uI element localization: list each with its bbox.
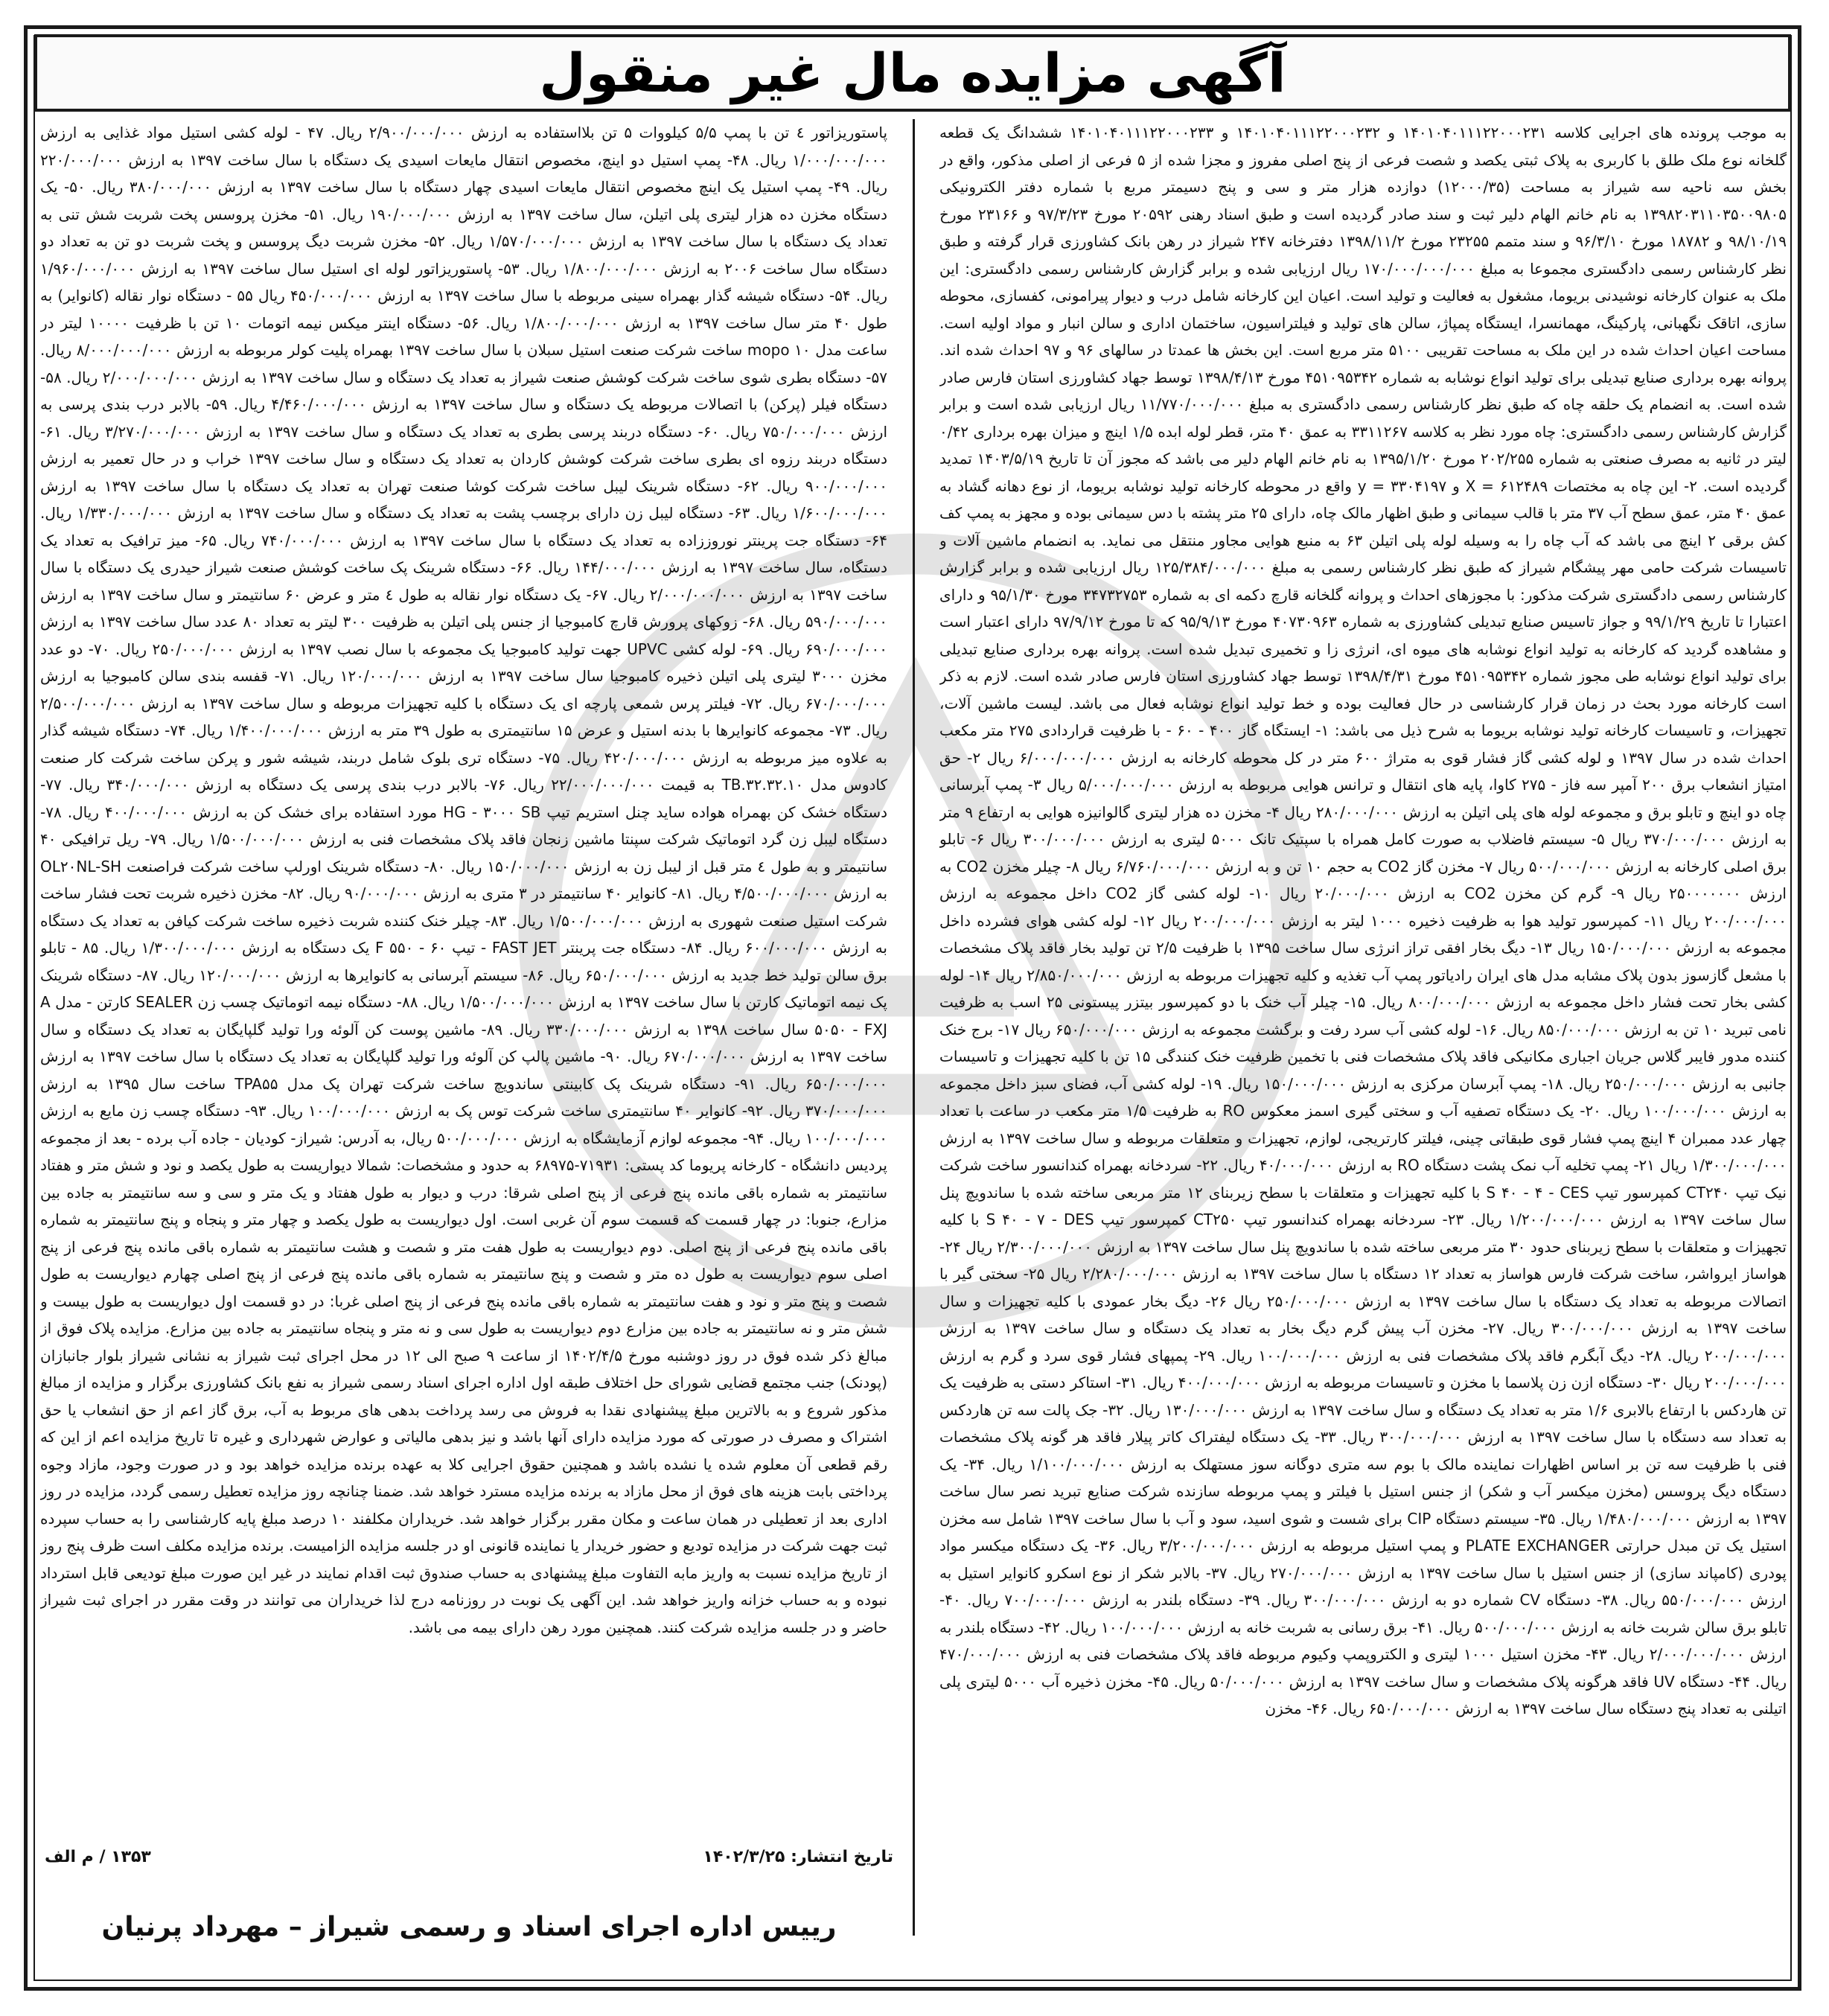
publish-date: تاریخ انتشار: ۱۴۰۲/۳/۲۵ [703, 1847, 893, 1866]
signature-line: رییس اداره اجرای اسناد و رسمی شیراز – مهرداد پرنیان [101, 1911, 837, 1942]
reference-number: ۱۳۵۳ / م الف [45, 1847, 151, 1866]
notice-title: آگهی مزایده مال غیر منقول [539, 42, 1286, 104]
title-box [34, 34, 1791, 112]
notice-columns [40, 119, 1787, 1831]
left-column-text: پاستوریزاتور ٤ تن با پمپ ۵/۵ کیلووات ۵ تن بلااستفاده به ارزش ۲/۹۰۰/۰۰۰/۰۰۰ ریال. ۴۷ - لوله کشی استیل مواد غذایی به ارزش ۱/۰۰۰/۰۰۰/۰۰۰ ریال. ۴۸- پمپ استیل دو اینچ، مخصوص انتقال مایعات اسیدی یک دستگاه با سال ساخت ۱۳۹۷ به ارزش ۲۲۰/۰۰۰/۰۰۰ ریال. ۴۹- پمپ استیل یک اینچ مخصوص انتقال مایعات اسیدی چهار دستگاه با سال ساخت ۱۳۹۷ به ارزش ۳۸۰/۰۰۰/۰۰۰ ریال. ۵۰- یک دستگاه مخزن ده هزار لیتری پلی اتیلن، سال ساخت ۱۳۹۷ به ارزش ۱۹۰/۰۰۰/۰۰۰ ریال. ۵۱- مخزن پروسس پخت شربت شش تنی به تعداد یک دستگاه با سال ساخت ۱۳۹۷ به ارزش ۱/۵۷۰/۰۰۰/۰۰۰ ریال. ۵۲- مخزن شربت دیگ پروسس و پخت شربت دو تن به تعداد دو دستگاه سال ساخت ۲۰۰۶ به ارزش ۱/۸۰۰/۰۰۰/۰۰۰ ریال. ۵۳- پاستوریزاتور لوله ای استیل سال ساخت ۱۳۹۷ به ارزش ۱/۹۶۰/۰۰۰/۰۰۰ ریال. ۵۴- دستگاه شیشه گذار بهمراه سینی مربوطه با سال ساخت ۱۳۹۷ به ارزش ۴۵۰/۰۰۰/۰۰۰ ریال ۵۵ - دستگاه نوار نقاله (کانوایر) به طول ۴۰ متر سال ساخت ۱۳۹۷ به ارزش ۱/۸۰۰/۰۰۰/۰۰۰ ریال. ۵۶- دستگاه اینتر میکس نیمه اتومات ۱۰ تن با ظرفیت ۱۰۰۰۰ لیتر در ساعت مدل mopo ۱۰ ساخت شرکت صنعت استیل سبلان با سال ساخت ۱۳۹۷ بهمراه پلیت کولر مربوطه به ارزش ۸/۰۰۰/۰۰۰/۰۰۰ ریال. ۵۷- دستگاه بطری شوی ساخت شرکت کوشش صنعت شیراز به تعداد یک دستگاه و سال ساخت ۱۳۹۷ به ارزش ۲/۰۰۰/۰۰۰/۰۰۰ ریال. ۵۸- دستگاه فیلر (پرکن) با اتصالات مربوطه یک دستگاه و سال ساخت ۱۳۹۷ به ارزش ۴/۴۶۰/۰۰۰/۰۰۰ ریال. ۵۹- بالابر درب بندی پرسی به ارزش ۷۵۰/۰۰۰/۰۰۰ ریال. ۶۰- دستگاه دربند پرسی بطری به تعداد یک دستگاه و سال ساخت ۱۳۹۷ به ارزش ۳/۲۷۰/۰۰۰/۰۰۰ ریال. ۶۱- دستگاه دربند رزوه ای بطری ساخت شرکت کوشش کاردان به تعداد یک دستگاه و سال ساخت ۱۳۹۷ خراب و در حال تعمیر به ارزش ۹۰۰/۰۰۰/۰۰۰ ریال. ۶۲- دستگاه شرینک لیبل ساخت شرکت کوشا صنعت تهران به تعداد یک دستگاه با سال ساخت ۱۳۹۷ به ارزش ۱/۶۰۰/۰۰۰/۰۰۰ ریال. ۶۳- دستگاه لیبل زن دارای برچسب پشت به تعداد یک دستگاه و سال ساخت ۱۳۹۷ به ارزش ۱/۳۳۰/۰۰۰/۰۰۰ ریال. ۶۴- دستگاه جت پرینتر نوروززاده به تعداد یک دستگاه با سال ساخت ۱۳۹۷ به ارزش ۷۴۰/۰۰۰/۰۰۰ ریال. ۶۵- میز ترافیک به تعداد یک دستگاه، سال ساخت ۱۳۹۷ به ارزش ۱۴۴/۰۰۰/۰۰۰ ریال. ۶۶- دستگاه شرینک پک ساخت کوشش صنعت شیراز حیدری یک دستگاه با سال ساخت ۱۳۹۷ به ارزش ۲/۰۰۰/۰۰۰/۰۰۰ ریال. ۶۷- یک دستگاه نوار نقاله به طول ٤ متر و عرض ۶۰ سانتیمتر و سال ساخت ۱۳۹۷ به ارزش ۵۹۰/۰۰۰/۰۰۰ ریال. ۶۸- زوکهای پرورش قارچ کامبوجیا از جنس پلی اتیلن به ظرفیت ۳۰۰ لیتر به تعداد ۸۰ عدد سال ساخت ۱۳۹۷ به ارزش ۶۹۰/۰۰۰/۰۰۰ ریال. ۶۹- لوله کشی UPVC جهت تولید کامبوجیا یک مجموعه با سال نصب ۱۳۹۷ به ارزش ۲۵۰/۰۰۰/۰۰۰ ریال. ۷۰- دو عدد مخزن ۳۰۰۰ لیتری پلی اتیلن ذخیره کامبوجیا سال ساخت ۱۳۹۷ به ارزش ۱۲۰/۰۰۰/۰۰۰ ریال. ۷۱- قفسه بندی سالن کامبوجیا به ارزش ۶۷۰/۰۰۰/۰۰۰ ریال. ۷۲- فیلتر پرس شمعی پارچه ای یک دستگاه با کلیه تجهیزات مربوطه و سال ساخت ۱۳۹۷ به ارزش ۲/۵۰۰/۰۰۰/۰۰۰ ریال. ۷۳- مجموعه کانوایرها با بدنه استیل و عرض ۱۵ سانتیمتری به طول ۳۹ متر به ارزش ۱/۴۰۰/۰۰۰/۰۰۰ ریال. ۷۴- دستگاه شیشه گذار به علاوه میز مربوطه به ارزش ۴۲۰/۰۰۰/۰۰۰ ریال. ۷۵- دستگاه تری بلوک شامل دربند، شیشه شور و پرکن ساخت شرکت کار صنعت کادوس مدل TB.۳۲.۳۲.۱۰ به قیمت ۲۲/۰۰۰/۰۰۰/۰۰۰ ریال. ۷۶- بالابر درب بندی پرسی یک دستگاه به ارزش ۳۴۰/۰۰۰/۰۰۰ ریال. ۷۷- دستگاه خشک کن بهمراه هواده ساید چنل استریم تیپ HG - ۳۰۰۰ SB مورد استفاده برای خشک کن به ارزش ۴۰۰/۰۰۰/۰۰۰ ریال. ۷۸- دستگاه لیبل زن گرد اتوماتیک شرکت سپنتا ماشین زنجان فاقد پلاک مشخصات فنی به ارزش ۱/۵۰۰/۰۰۰/۰۰۰ ریال. ۷۹- ریل ترافیکی ۴۰ سانتیمتر و به طول ٤ متر قبل از لیبل زن به ارزش ۱۵۰/۰۰۰/۰۰۰ ریال. ۸۰- دستگاه شرینک اورلپ ساخت شرکت فراصنعت OL۲۰NL-SH به ارزش ۴/۵۰۰/۰۰۰/۰۰۰ ریال. ۸۱- کانوایر ۴۰ سانتیمتر در ۳ متری به ارزش ۹۰/۰۰۰/۰۰۰ ریال. ۸۲- مخزن ذخیره شربت تحت فشار ساخت شرکت استیل صنعت شهوری به ارزش ۱/۵۰۰/۰۰۰/۰۰۰ ریال. ۸۳- چیلر خنک کننده شربت ذخیره ساخت شرکت کیافن به تعداد یک دستگاه به ارزش ۶۰۰/۰۰۰/۰۰۰ ریال. ۸۴- دستگاه جت پرینتر FAST JET - تیپ ۶۰ - ۵۵۰ F یک دستگاه به ارزش ۱/۳۰۰/۰۰۰/۰۰۰ ریال. ۸۵ - تابلو برق سالن تولید خط جدید به ارزش ۶۵۰/۰۰۰/۰۰۰ ریال. ۸۶- سیستم آبرسانی به کانوایرها به ارزش ۱۲۰/۰۰۰/۰۰۰ ریال. ۸۷- دستگاه شرینک پک نیمه اتوماتیک کارتن با سال ساخت ۱۳۹۷ به ارزش ۱/۵۰۰/۰۰۰/۰۰۰ ریال. ۸۸- دستگاه نیمه اتوماتیک چسب زن SEALER کارتن - مدل A ۵۰۵۰ - FXJ سال ساخت ۱۳۹۸ به ارزش ۳۳۰/۰۰۰/۰۰۰ ریال. ۸۹- ماشین پوست کن آلوئه ورا تولید گلپایگان به تعداد یک دستگاه و سال ساخت ۱۳۹۷ به ارزش ۶۷۰/۰۰۰/۰۰۰ ریال. ۹۰- ماشین پالپ کن آلوئه ورا تولید گلپایگان به تعداد یک دستگاه با سال ساخت ۱۳۹۷ به ارزش ۶۵۰/۰۰۰/۰۰۰ ریال. ۹۱- دستگاه شرینک پک کابینتی ساندویچ ساخت شرکت تهران پک مدل TPA۵۵ ساخت سال ۱۳۹۵ به ارزش ۳۷۰/۰۰۰/۰۰۰ ریال. ۹۲- کانوایر ۴۰ سانتیمتری ساخت شرکت توس پک به ارزش ۱۰۰/۰۰۰/۰۰۰ ریال. ۹۳- دستگاه چسب زن مایع به ارزش ۱۰۰/۰۰۰/۰۰۰ ریال. ۹۴- مجموعه لوازم آزمایشگاه به ارزش ۵۰۰/۰۰۰/۰۰۰ ریال، به آدرس: شیراز- کودیان - جاده آب برده - بعد از مجموعه پردیس دانشگاه - کارخانه پریوما کد پستی: ۷۱۹۳۱-۶۸۹۷۵ به حدود و مشخصات: شمالا دیواریست به طول یکصد و نود و شش متر و هفتاد سانتیمتر به شماره باقی مانده پنج فرعی از پنج اصلی شرقا: درب و دیوار به طول هفتاد و یک متر و سی و سه سانتیمتر به جاده بین مزارع، جنوبا: در چهار قسمت که قسمت سوم آن غربی است. اول دیواریست به طول یکصد و چهار متر و پنجاه و پنج سانتیمتر به شماره باقی مانده پنج فرعی از پنج اصلی. دوم دیواریست به طول هفت متر و شصت و هشت سانتیمتر به شماره باقی مانده پنج فرعی از پنج اصلی سوم دیواریست به طول ده متر و شصت و پنج سانتیمتر به شماره باقی مانده پنج فرعی از پنج اصلی چهارم دیواریست به طول شصت و پنج متر و نود و هفت سانتیمتر به شماره باقی مانده پنج فرعی از پنج اصلی غربا: در دو قسمت اول دیواریست به طول بیست و شش متر و نه سانتیمتر به جاده بین مزارع دوم دیواریست به طول سی و نه متر و پنجاه سانتیمتر به جاده بین مزارع. مزایده پلاک فوق از مبالغ ذکر شده فوق در روز دوشنبه مورخ ۱۴۰۲/۴/۵ از ساعت ۹ صبح الی ۱۲ در محل اجرای ثبت شیراز به نشانی شیراز بلوار جانبازان (پودنک) جنب مجتمع قضایی شورای حل اختلاف طبقه اول اداره اجرای اسناد رسمی شیراز به نفع بانک کشاورزی برگزار و مزایده از مبالغ مذکور شروع و به بالاترین مبلغ پیشنهادی نقدا به فروش می رسد پرداخت بدهی های مربوط به آب، برق گاز اعم از حق انشعاب یا حق اشتراک و مصرف در صورتی که مورد مزایده دارای آنها باشد و نیز بدهی مالیاتی و عوارض شهرداری و غیره تا تاریخ مزایده اعم از این که رقم قطعی آن معلوم شده یا نشده باشد و همچنین حقوق اجرایی کلا به عهده برنده مزایده خواهد بود و در صورت وجود، مازاد وجوه پرداختی بابت هزینه های فوق از محل مازاد به برنده مزایده مسترد خواهد شد. ضمنا چنانچه روز مزایده تعطیل رسمی گردد، مزایده در روز اداری بعد از تعطیلی در همان ساعت و مکان مقرر برگزار خواهد شد. خریداران مکلفند ۱۰ درصد مبلغ پایه کارشناسی را به حساب سپرده ثبت جهت شرکت در مزایده تودیع و حضور خریدار یا نماینده قانونی او در جلسه مزایده الزامیست. برنده مزایده مکلف است ظرف پنج روز از تاریخ مزایده نسبت به واریز مابه التفاوت مبلغ پیشنهادی به حساب صندوق ثبت اقدام نمایند در غیر این صورت مبلغ تودیعی قابل استرداد نبوده و به حساب خزانه واریز خواهد شد. این آگهی یک نوبت در روزنامه درج لذا خریداران می توانند در وقت مقرر در اجرای ثبت شیراز حاضر و در جلسه مزایده شرکت کنند. همچنین مورد رهن دارای بیمه می باشد. [40, 124, 887, 1636]
right-column [939, 119, 1787, 1831]
top-strip [0, 0, 1829, 21]
publication-row [45, 1840, 893, 1873]
right-column-text: به موجب پرونده های اجرایی کلاسه ۱۴۰۱۰۴۰۱۱۱۲۲۰۰۰۲۳۱ و ۱۴۰۱۰۴۰۱۱۱۲۲۰۰۰۲۳۲ و ۱۴۰۱۰۴۰۱۱۱۲۲۰۰۰۲۳۳ ششدانگ یک قطعه گلخانه نوع ملک طلق با کاربری به پلاک ثبتی یکصد و شصت فرعی از پنج اصلی مفروز و مجزا شده از ۵ فرعی از اصلی مذکور، واقع در بخش سه ناحیه سه شیراز به مساحت (۱۲۰۰۰/۳۵) دوازده هزار متر و سی و پنج دسیمتر مربع با شماره دفتر الکترونیکی ۱۳۹۸۲۰۳۱۱۰۳۵۰۰۹۸۰۵ به نام خانم الهام دلیر ثبت و سند صادر گردیده است و طبق اسناد رهنی ۲۰۵۹۲ مورخ ۹۷/۳/۲۳ و ۲۳۱۶۶ مورخ ۹۸/۱۰/۱۹ و ۱۸۷۸۲ مورخ ۹۶/۳/۱۰ و سند متمم ۲۳۲۵۵ مورخ ۱۳۹۸/۱۱/۲ دفترخانه ۲۴۷ شیراز در رهن بانک کشاورزی قرار گرفته و طبق نظر کارشناس رسمی دادگستری مجموعا به مبلغ ۱۷۰/۰۰۰/۰۰۰/۰۰۰ ریال ارزیابی شده و برابر گزارش کارشناس رسمی دادگستری: این ملک به عنوان کارخانه نوشیدنی بریوما، مشغول به فعالیت و تولید است. اعیان این کارخانه شامل درب و دیوار پیرامونی، کفسازی، محوطه سازی، اتاقک نگهبانی، پارکینگ، مهمانسرا، ایستگاه پمپاژ، سالن های تولید و فیلتراسیون، ساختمان اداری و سالن انبار و مواد اولیه است. مساحت اعیان احداث شده در این ملک به مساحت تقریبی ۵۱۰۰ متر مربع است. این بخش ها عمدتا در سالهای ۹۶ و ۹۷ احداث شده اند. پروانه بهره برداری صنایع تبدیلی برای تولید انواع نوشابه به شماره ۴۵۱۰۹۵۳۴۲ مورخ ۱۳۹۸/۴/۱۳ توسط جهاد کشاورزی استان فارس صادر شده است. به انضمام یک حلقه چاه که طبق نظر کارشناس رسمی دادگستری به مبلغ ۱۱/۷۷۰/۰۰۰/۰۰۰ ریال ارزیابی شده است و برابر گزارش کارشناس رسمی دادگستری: چاه مورد نظر به کلاسه ۳۳۱۱۲۶۷ به عمق ۴۰ متر، قطر لوله ابده ۱/۵ اینچ و میزان بهره برداری ۰/۴۲ لیتر در ثانیه به مصرف صنعتی به شماره ۲۰۲/۲۵۵ مورخ ۱۳۹۵/۱/۲۰ به نام خانم الهام دلیر می باشد که مجوز آن تا تاریخ ۱۴۰۳/۵/۱۹ تمدید گردیده است. ۲- این چاه به مختصات X = ۶۱۲۴۸۹ و ۳۳۰۴۱۹۷ = y واقع در محوطه کارخانه تولید نوشابه بریوما، از نوع دهانه گشاد به عمق ۴۰ متر، عمق سطح آب ۳۷ متر با قالب سیمانی و طبق اظهار مالک چاه، دارای ۲۵ متر پشته با دس سیمانی بوده و مجهز به پمپ کف کش برقی ۲ اینچ می باشد که آب چاه را به وسیله لوله پلی اتیلن ۶۳ به منبع هوایی مجاور منتقل می نماید. به انضمام ماشین آلات و تاسیسات شرکت حامی مهر پیشگام شیراز که طبق نظر کارشناس رسمی به مبلغ ۱۲۵/۳۸۴/۰۰۰/۰۰۰ ریال ارزیابی شده و برابر گزارش کارشناس رسمی دادگستری شرکت مذکور: با مجوزهای احداث و پروانه گلخانه قارچ دکمه ای به شماره ۳۴۷۳۲۷۵۳ مورخ ۹۵/۱/۳۰ و دارای اعتبارا تا تاریخ ۹۹/۱/۲۹ و جواز تاسیس صنایع تبدیلی کشاورزی به شماره ۴۰۷۳۰۹۶۳ مورخ ۹۵/۹/۱۳ که تا مورخ ۹۷/۹/۱۲ دارای اعتبار است و مشاهده گردید که کارخانه به تولید انواع نوشابه های میوه ای، انرژی زا و تخمیری تبدیل شده است. پروانه بهره برداری صنایع تبدیلی برای تولید انواع نوشابه طی مجوز شماره ۴۵۱۰۹۵۳۴۲ مورخ ۱۳۹۸/۴/۳۱ توسط جهاد کشاورزی استان فارس صادر شده است. لازم به ذکر است کارخانه مورد بحث در زمان قرار کارشناسی در حال فعالیت بوده و خط تولید انواع نوشابه فعال می باشد. لیست ماشین آلات، تجهیزات، و تاسیسات کارخانه تولید نوشابه بریوما به شرح ذیل می باشد: ۱- ایستگاه گاز ۴۰۰ - ۶۰ - با ظرفیت قراردادی ۲۷۵ متر مکعب احداث شده در سال ۱۳۹۷ و لوله کشی گاز فشار قوی به متراژ ۶۰۰ متر در کل محوطه کارخانه به ارزش ۶/۰۰۰/۰۰۰/۰۰۰ ریال ۲- حق امتیاز انشعاب برق ۲۰۰ آمپر سه فاز - ۲۷۵ کاوا، پایه های انتقال و ترانس هوایی مربوطه به ارزش ۵/۰۰۰/۰۰۰/۰۰۰ ریال ۳- پمپ آبرسانی چاه دو اینچ و تابلو برق و مجموعه لوله های پلی اتیلن به ارزش ۲۸۰/۰۰۰/۰۰۰ ریال ۴- مخزن ده هزار لیتری گالوانیزه هوایی به ارتفاع ۹ متر به ارزش ۳۷۰/۰۰۰/۰۰۰ ریال ۵- سیستم فاضلاب به صورت کامل همراه با سپتیک تانک ۵۰۰۰ لیتری به ارزش ۳۰۰/۰۰۰/۰۰۰ ریال ۶- تابلو برق اصلی کارخانه به ارزش ۵۰۰/۰۰۰/۰۰۰ ریال ۷- مخزن گاز CO2 به حجم ۱۰ تن و به ارزش ۶/۷۶۰/۰۰۰/۰۰۰ ریال ۸- چیلر مخزن CO2 به ارزش ۲۵۰۰۰۰۰۰۰ ریال ۹- گرم کن مخزن CO2 به ارزش ۲۰/۰۰۰/۰۰۰ ریال ۱۰- لوله کشی گاز CO2 داخل مجموعه به ارزش ۲۰۰/۰۰۰/۰۰۰ ریال ۱۱- کمپرسور تولید هوا به ظرفیت ذخیره ۱۰۰۰ لیتر به ارزش ۲۰۰/۰۰۰/۰۰۰ ریال ۱۲- لوله کشی هوای فشرده داخل مجموعه به ارزش ۱۵۰/۰۰۰/۰۰۰ ریال ۱۳- دیگ بخار افقی تراز انرژی سال ساخت ۱۳۹۵ با ظرفیت ۲/۵ تن تولید بخار فاقد پلاک مشخصات با مشعل گازسوز بدون پلاک مشابه مدل های ایران رادیاتور پمپ آب تغذیه و کلیه تجهیزات مربوطه به ارزش ۲/۸۵۰/۰۰۰/۰۰۰ ریال ۱۴- لوله کشی بخار تحت فشار داخل مجموعه به ارزش ۸۰۰/۰۰۰/۰۰۰ ریال. ۱۵- چیلر آب خنک با دو کمپرسور بیتزر پیستونی ۲۵ اسب به ظرفیت نامی تبرید ۱۰ تن به ارزش ۸۵۰/۰۰۰/۰۰۰ ریال. ۱۶- لوله کشی آب سرد رفت و برگشت مجموعه به ارزش ۶۵۰/۰۰۰/۰۰۰ ریال ۱۷- برج خنک کننده مدور فایبر گلاس جریان اجباری مکانیکی فاقد پلاک مشخصات فنی با تخمین ظرفیت خنک کنندگی ۱۵ تن با کلیه تجهیزات و تاسیسات جانبی به ارزش ۲۵۰/۰۰۰/۰۰۰ ریال. ۱۸- پمپ آبرسان مرکزی به ارزش ۱۵۰/۰۰۰/۰۰۰ ریال. ۱۹- لوله کشی آب، فضای سبز داخل مجموعه به ارزش ۱۰۰/۰۰۰/۰۰۰ ریال. ۲۰- یک دستگاه تصفیه آب و سختی گیری اسمز معکوس RO به ظرفیت ۱/۵ متر مکعب در ساعت با تعداد چهار عدد ممبران ۴ اینچ پمپ فشار قوی طبقاتی چینی، فیلتر کارتریجی، لوازم، تجهیزات و متعلقات مربوطه و سال ساخت ۱۳۹۷ به ارزش ۱/۳۰۰/۰۰۰/۰۰۰ ریال ۲۱- پمپ تخلیه آب نمک پشت دستگاه RO به ارزش ۴۰/۰۰۰/۰۰۰ ریال. ۲۲- سردخانه بهمراه کندانسور ساخت شرکت نیک تیپ CT۲۴۰ کمپرسور تیپ S ۴۰ - ۴ - CES با کلیه تجهیزات و متعلقات با سطح زیربنای ۱۲ متر مربعی ساخته شده با ساندویچ پنل سال ساخت ۱۳۹۷ به ارزش ۱/۲۰۰/۰۰۰/۰۰۰ ریال. ۲۳- سردخانه بهمراه کندانسور تیپ CT۲۵۰ کمپرسور تیپ S ۴۰ - ۷ - DES با کلیه تجهیزات و متعلقات با سطح زیربنای حدود ۳۰ متر مربعی ساخته شده با ساندویچ پنل سال ساخت ۱۳۹۷ به ارزش ۲/۳۰۰/۰۰۰/۰۰۰ ریال ۲۴- هواساز ایرواشر، ساخت شرکت فارس هواساز به تعداد ۱۲ دستگاه با سال ساخت ۱۳۹۷ به ارزش ۲/۲۸۰/۰۰۰/۰۰۰ ریال ۲۵- سختی گیر با اتصالات مربوطه به تعداد یک دستگاه با سال ساخت ۱۳۹۷ به ارزش ۲۵۰/۰۰۰/۰۰۰ ریال ۲۶- دیگ بخار عمودی با کلیه تجهیزات و سال ساخت ۱۳۹۷ به ارزش ۳۰۰/۰۰۰/۰۰۰ ریال. ۲۷- مخزن آب پیش گرم دیگ بخار به تعداد یک دستگاه و سال ساخت ۱۳۹۷ به ارزش ۲۰۰/۰۰۰/۰۰۰ ریال. ۲۸- دیگ آبگرم فاقد پلاک مشخصات فنی به ارزش ۱۰۰/۰۰۰/۰۰۰ ریال. ۲۹- پمپهای فشار قوی سرد و گرم به ارزش ۲۰۰/۰۰۰/۰۰۰ ریال ۳۰- دستگاه ازن زن پلاسما با مخزن و تاسیسات مربوطه به ارزش ۴۰۰/۰۰۰/۰۰۰ ریال. ۳۱- استاکر دستی به ظرفیت یک تن هاردکس با ارتفاع بالابری ۱/۶ متر به تعداد یک دستگاه و سال ساخت ۱۳۹۷ به ارزش ۱۳۰/۰۰۰/۰۰۰ ریال. ۳۲- جک پالت سه تن هاردکس به تعداد سه دستگاه با سال ساخت ۱۳۹۷ به ارزش ۳۰۰/۰۰۰/۰۰۰ ریال. ۳۳- یک دستگاه لیفتراک کاتر پیلار فاقد هر گونه پلاک مشخصات فنی با ظرفیت سه تن بر اساس اظهارات نماینده مالک با بوم سه متری دوگانه سوز مستهلک به ارزش ۱/۱۰۰/۰۰۰/۰۰۰ ریال. ۳۴- یک دستگاه دیگ پروسس (مخزن میکسر آب و شکر) از جنس استیل با فیلتر و پمپ مربوطه سازنده شرکت صنایع تبرید نصر سال ساخت ۱۳۹۷ به ارزش ۱/۴۸۰/۰۰۰/۰۰۰ ریال. ۳۵- سیستم دستگاه CIP برای شست و شوی اسید، سود و آب با سال ساخت ۱۳۹۷ شامل سه مخزن استیل یک تن مبدل حرارتی PLATE EXCHANGER و پمپ استیل مربوطه به ارزش ۳/۲۰۰/۰۰۰/۰۰۰ ریال. ۳۶- یک دستگاه میکسر مواد پودری (کامپاند سازی) از جنس استیل با سال ساخت ۱۳۹۷ به ارزش ۲۷۰/۰۰۰/۰۰۰ ریال. ۳۷- بالابر شکر از نوع اسکرو کانوایر استیل به ارزش ۵۵۰/۰۰۰/۰۰۰ ریال. ۳۸- دستگاه CV شماره دو به ارزش ۳۰۰/۰۰۰/۰۰۰ ریال. ۳۹- دستگاه بلندر به ارزش ۷۰۰/۰۰۰/۰۰۰ ریال. ۴۰- تابلو برق سالن شربت خانه به ارزش ۵۰۰/۰۰۰/۰۰۰ ریال. ۴۱- برق رسانی به شربت خانه به ارزش ۱۰۰/۰۰۰/۰۰۰ ریال. ۴۲- دستگاه بلندر به ارزش ۲/۰۰۰/۰۰۰/۰۰۰ ریال. ۴۳- مخزن استیل ۱۰۰۰ لیتری و الکتروپمپ وکیوم مربوطه فاقد پلاک مشخصات فنی به ارزش ۴۷۰/۰۰۰/۰۰۰ ریال. ۴۴- دستگاه UV فاقد هرگونه پلاک مشخصات و سال ساخت ۱۳۹۷ به ارزش ۵۰/۰۰۰/۰۰۰ ریال. ۴۵- مخزن ذخیره آب ۵۰۰۰ لیتری پلی اتیلنی به تعداد پنج دستگاه سال ساخت ۱۳۹۷ به ارزش ۶۵۰/۰۰۰/۰۰۰ ریال. ۴۶- مخزن [939, 124, 1787, 1717]
column-divider [913, 119, 915, 1936]
left-column [40, 119, 887, 1831]
